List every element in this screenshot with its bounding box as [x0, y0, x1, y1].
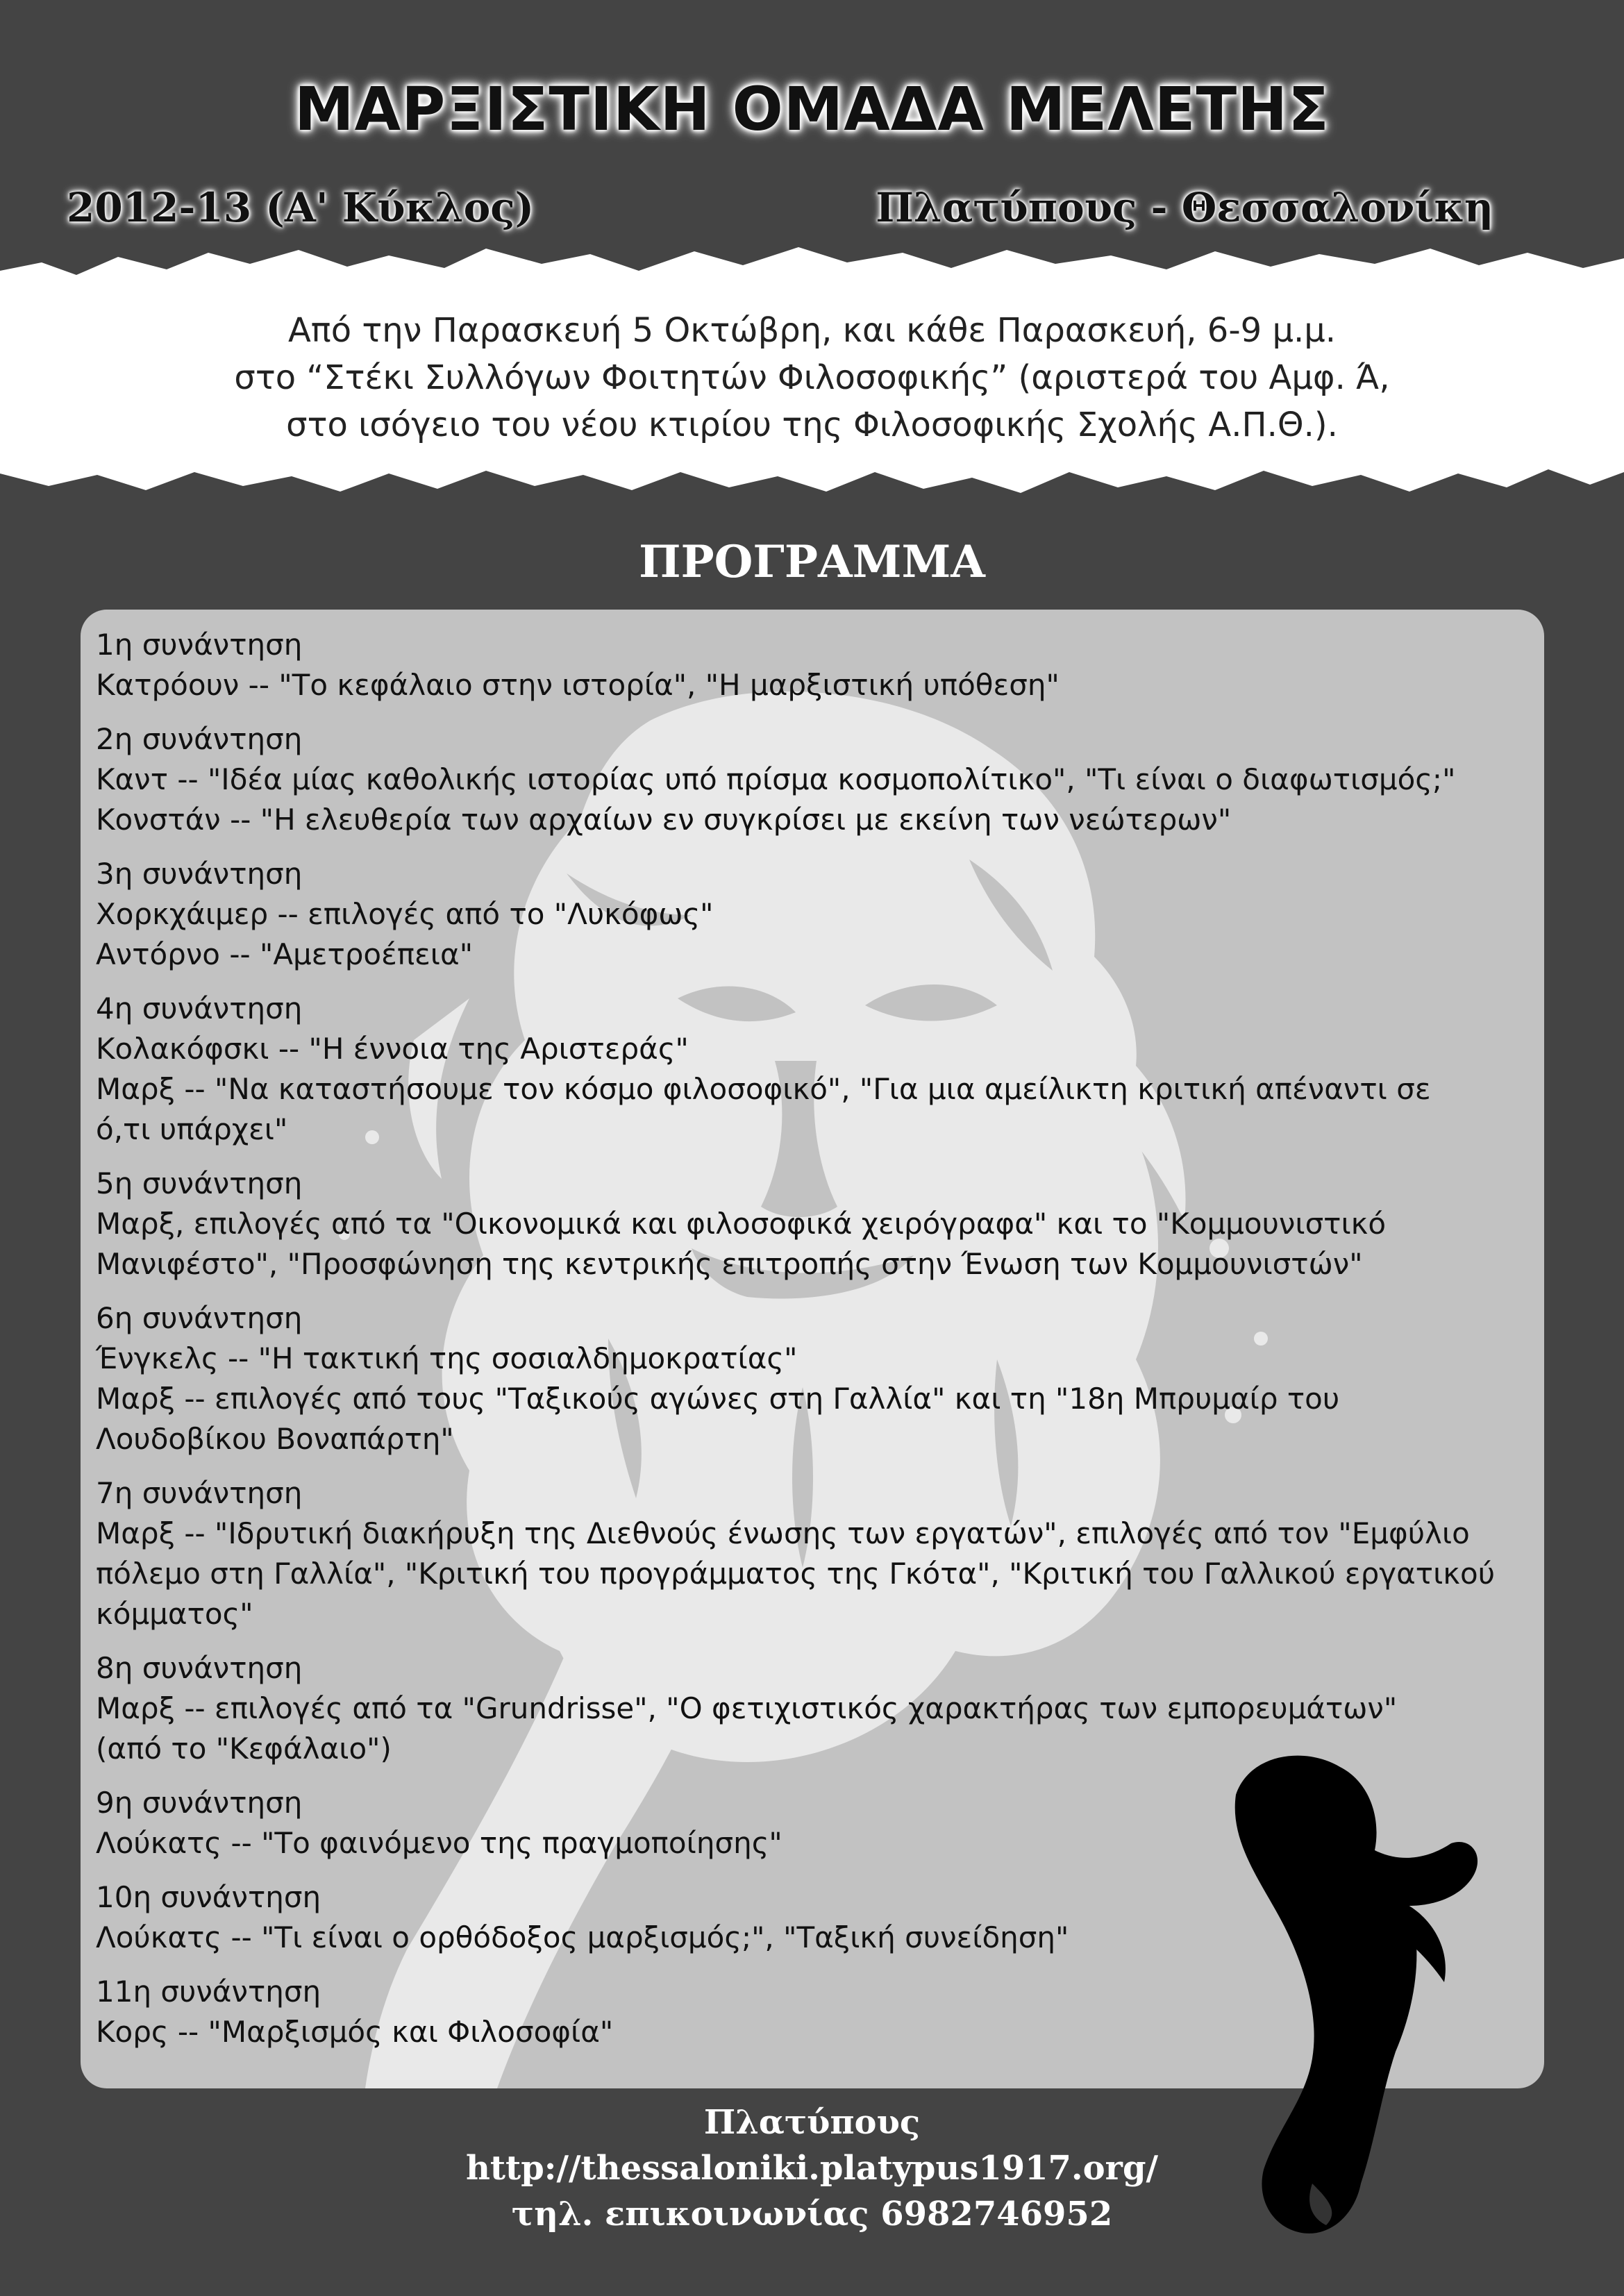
session-reading: Αντόρνο -- "Αμετροέπεια"	[96, 937, 474, 971]
footer-org: Πλατύπους	[703, 2103, 921, 2142]
session-title: 11η συνάντηση	[96, 1975, 321, 2009]
session-title: 10η συνάντηση	[96, 1880, 321, 1914]
session-reading: Ένγκελς -- "Η τακτική της σοσιαλδημοκρατίας"	[96, 1341, 798, 1375]
footer-url[interactable]: http://thessaloniki.platypus1917.org/	[465, 2149, 1159, 2188]
intro-line: στο “Στέκι Συλλόγων Φοιτητών Φιλοσοφικής” (αριστερά του Αμφ. Ά,	[234, 358, 1390, 397]
session-item	[96, 1473, 1526, 1634]
session-item	[96, 854, 1526, 975]
session-reading: Λούκατς -- "Τι είναι ο ορθόδοξος μαρξισμός;", "Ταξική συνείδηση"	[96, 1920, 1069, 1954]
session-reading: (από το "Κεφάλαιο")	[96, 1732, 392, 1766]
session-reading: Κατρόουν -- "Το κεφάλαιο στην ιστορία", "Η μαρξιστική υπόθεση"	[96, 668, 1060, 702]
session-title: 1η συνάντηση	[96, 628, 303, 662]
session-title: 6η συνάντηση	[96, 1301, 303, 1335]
session-reading: Μαρξ -- "Ιδρυτική διακήρυξη της Διεθνούς ένωσης των εργατών", επιλογές από τον "Εμφύλιο	[96, 1516, 1470, 1550]
year-label: 2012-13 (Α' Κύκλος)	[67, 184, 535, 231]
session-reading: Μαρξ -- επιλογές από τα "Grundrisse", "Ο φετιχιστικός χαρακτήρας των εμπορευμάτων"	[96, 1691, 1398, 1725]
session-item	[96, 1164, 1526, 1284]
session-reading: Κολακόφσκι -- "Η έννοια της Αριστεράς"	[96, 1032, 689, 1066]
session-title: 2η συνάντηση	[96, 722, 303, 756]
session-reading: Καντ -- "Ιδέα μίας καθολικής ιστορίας υπό πρίσμα κοσμοπολίτικο", "Τι είναι ο διαφωτισμός;"	[96, 762, 1456, 796]
session-title: 4η συνάντηση	[96, 991, 303, 1025]
session-item	[96, 1298, 1526, 1459]
session-reading: πόλεμο στη Γαλλία", "Κριτική του προγράμματος της Γκότα", "Κριτική του Γαλλικού εργατικού	[96, 1557, 1496, 1591]
session-title: 8η συνάντηση	[96, 1651, 303, 1685]
session-reading: κόμματος"	[96, 1597, 253, 1631]
intro-line: στο ισόγειο του νέου κτιρίου της Φιλοσοφικής Σχολής Α.Π.Θ.).	[286, 405, 1338, 444]
main-title: ΜΑΡΞΙΣΤΙΚΗ ΟΜΑΔΑ ΜΕΛΕΤΗΣ	[294, 75, 1330, 144]
session-item	[96, 989, 1526, 1150]
session-reading: Μαρξ -- επιλογές από τους "Ταξικούς αγώνες στη Γαλλία" και τη "18η Μπρυμαίρ του	[96, 1382, 1340, 1416]
session-reading: Λουδοβίκου Βοναπάρτη"	[96, 1422, 454, 1456]
session-reading: ό,τι υπάρχει"	[96, 1112, 288, 1146]
session-reading: Χορκχάιμερ -- επιλογές από το "Λυκόφως"	[96, 897, 714, 931]
session-reading: Μανιφέστο", "Προσφώνηση της κεντρικής επιτροπής στην Ένωση των Κομμουνιστών"	[96, 1247, 1363, 1281]
session-reading: Λούκατς -- "Το φαινόμενο της πραγμοποίησης"	[96, 1826, 782, 1860]
session-title: 9η συνάντηση	[96, 1786, 303, 1820]
footer-phone: τηλ. επικοινωνίας 6982746952	[511, 2195, 1113, 2234]
session-reading: Μαρξ, επιλογές από τα "Οικονομικά και φιλοσοφικά χειρόγραφα" και το "Κομμουνιστικό	[96, 1207, 1387, 1241]
session-title: 5η συνάντηση	[96, 1166, 303, 1200]
place-label: Πλατύπους - Θεσσαλονίκη	[876, 184, 1493, 231]
session-item	[96, 625, 1526, 705]
program-heading: ΠΡΟΓΡΑΜΜΑ	[639, 536, 985, 588]
session-title: 3η συνάντηση	[96, 857, 303, 891]
intro-text	[0, 307, 1624, 449]
session-reading: Κονστάν -- "Η ελευθερία των αρχαίων εν συγκρίσει με εκείνη των νεώτερων"	[96, 803, 1232, 837]
intro-line: Από την Παρασκευή 5 Οκτώβρη, και κάθε Παρασκευή, 6-9 μ.μ.	[287, 311, 1337, 350]
session-item	[96, 719, 1526, 840]
session-title: 7η συνάντηση	[96, 1476, 303, 1510]
session-reading: Μαρξ -- "Να καταστήσουμε τον κόσμο φιλοσοφικό", "Για μια αμείλικτη κριτική απέναντι σε	[96, 1072, 1431, 1106]
session-reading: Κορς -- "Μαρξισμός και Φιλοσοφία"	[96, 2015, 614, 2049]
footer	[0, 2100, 1624, 2237]
